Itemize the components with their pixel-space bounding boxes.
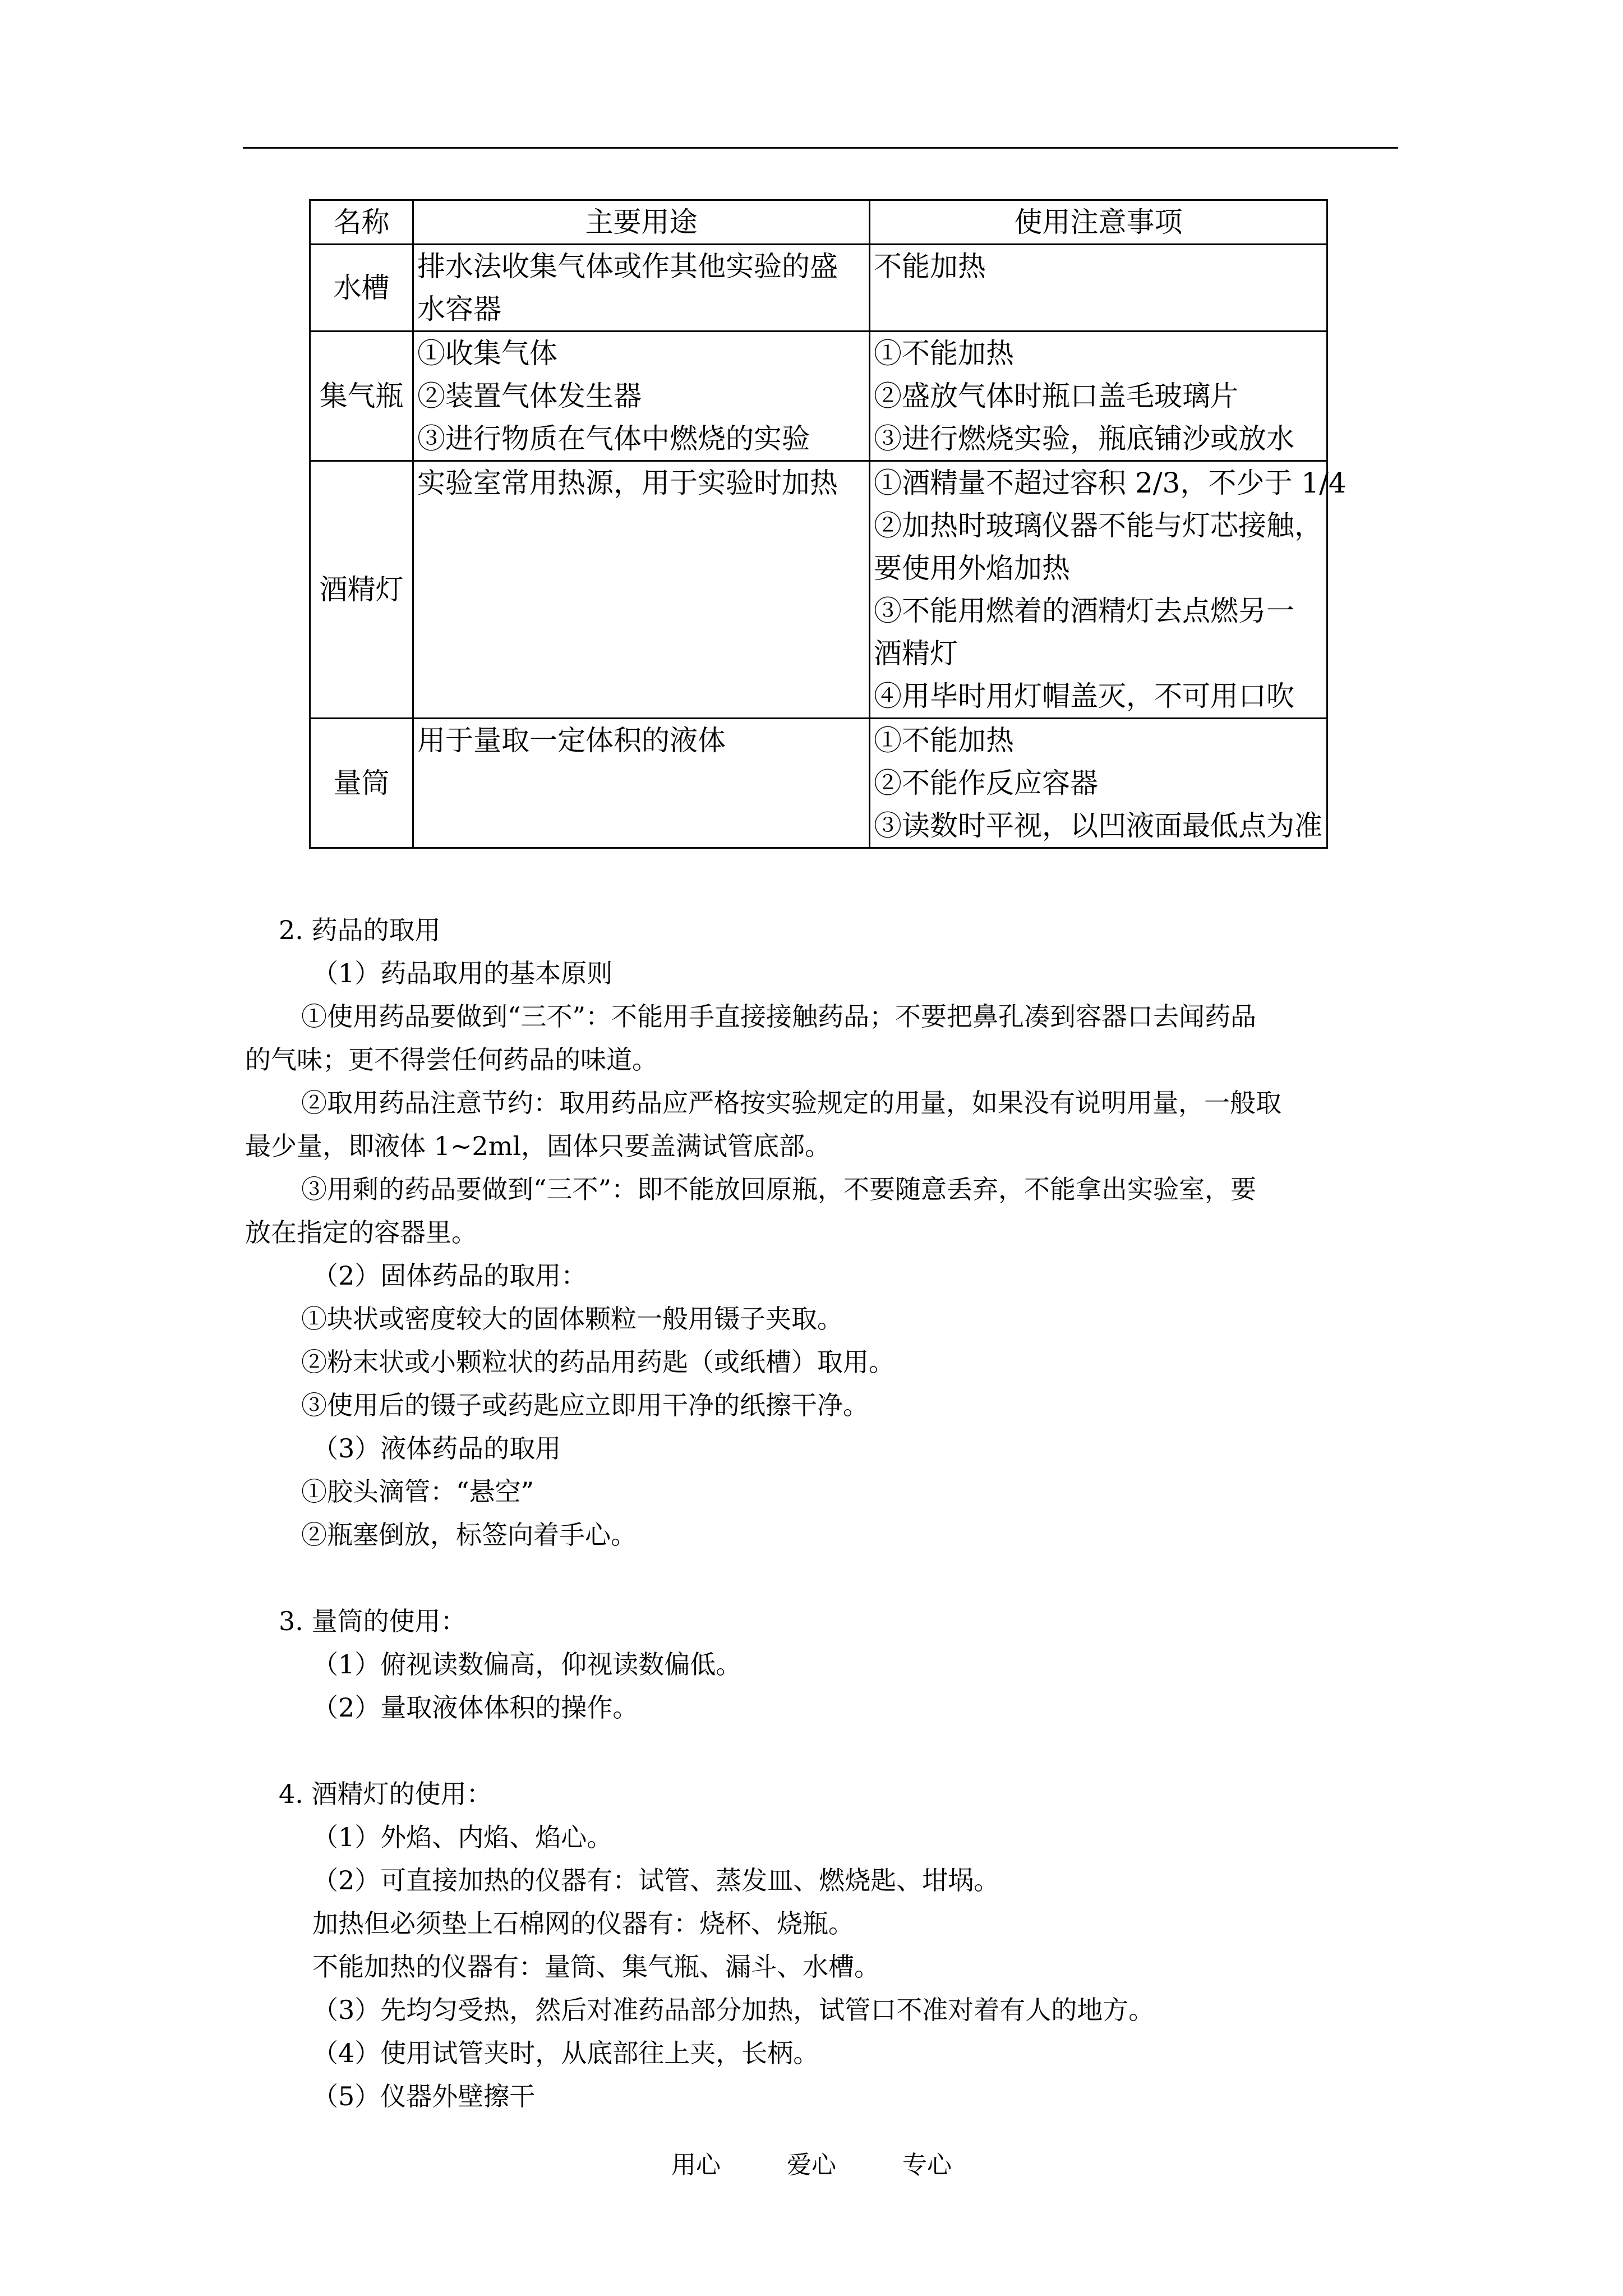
note-line: ②不能作反应容器 [874,767,1098,799]
note-line: ③不能用燃着的酒精灯去点燃另一 [874,595,1294,627]
paragraph: （1）外焰、内焰、焰心。 [312,1822,613,1852]
note-line: ①不能加热 [874,724,1014,757]
paragraph: 的气味；更不得尝任何药品的味道。 [245,1045,658,1075]
instrument-name: 酒精灯 [310,461,413,719]
section-title: 2. 药品的取用 [279,915,441,945]
footer-word: 专心 [902,2151,952,2179]
body-text [245,909,1412,2118]
instrument-use [413,719,870,848]
paragraph: ②取用药品注意节约：取用药品应严格按实验规定的用量，如果没有说明用量，一般取 [301,1088,1281,1118]
paragraph: （3）先均匀受热，然后对准药品部分加热，试管口不准对着有人的地方。 [312,1995,1155,2025]
table-row [310,461,1327,719]
instrument-name: 集气瓶 [310,332,413,461]
note-line: 不能加热 [874,250,986,283]
header-notes: 使用注意事项 [870,200,1327,245]
paragraph: （5）仪器外壁擦干 [312,2081,536,2111]
instrument-use [413,332,870,461]
table-row [310,332,1327,461]
use-line: 实验室常用热源，用于实验时加热 [417,467,838,499]
instrument-notes [870,719,1327,848]
note-line: ②盛放气体时瓶口盖毛玻璃片 [874,380,1238,412]
instrument-notes [870,461,1347,719]
note-line: ③读数时平视，以凹液面最低点为准 [874,809,1322,842]
instrument-table [309,199,1347,849]
instrument-name: 水槽 [310,245,413,332]
instrument-use [413,461,870,719]
paragraph: （1）俯视读数偏高，仰视读数偏低。 [312,1649,742,1680]
paragraph: ①胶头滴管：“悬空” [301,1476,534,1507]
paragraph: （2）可直接加热的仪器有：试管、蒸发皿、燃烧匙、坩埚。 [312,1865,1000,1895]
note-line: ①酒精量不超过容积 2/3，不少于 1/4 [874,467,1347,499]
instrument-use [413,245,870,332]
paragraph: 放在指定的容器里。 [245,1217,477,1248]
footer-word: 用心 [671,2151,721,2179]
table-header-row [310,200,1327,245]
note-line: 酒精灯 [874,637,958,670]
note-line: ③进行燃烧实验，瓶底铺沙或放水 [874,422,1294,455]
note-line: ④用毕时用灯帽盖灭，不可用口吹 [874,680,1294,712]
header-name: 名称 [310,200,413,245]
note-line: 要使用外焰加热 [874,552,1070,585]
section-title: 4. 酒精灯的使用： [279,1779,492,1809]
spacer [245,1729,1412,1773]
note-line: ①不能加热 [874,337,1014,370]
paragraph: ②瓶塞倒放，标签向着手心。 [301,1520,637,1550]
paragraph: ①使用药品要做到“三不”：不能用手直接接触药品；不要把鼻孔凑到容器口去闻药品 [301,1001,1257,1032]
section-title: 3. 量筒的使用： [279,1606,467,1636]
paragraph: 不能加热的仪器有：量筒、集气瓶、漏斗、水槽。 [312,1952,880,1982]
page-footer [0,2148,1623,2182]
paragraph: （2）固体药品的取用： [312,1260,587,1291]
paragraph: （2）量取液体体积的操作。 [312,1692,639,1723]
paragraph: （3）液体药品的取用 [312,1433,561,1464]
use-line: ①收集气体 [417,337,557,370]
table-row [310,719,1327,848]
instrument-name: 量筒 [310,719,413,848]
use-line: 排水法收集气体或作其他实验的盛 [417,250,838,283]
instrument-notes [870,245,1327,332]
use-line: ②装置气体发生器 [417,380,642,412]
use-line: ③进行物质在气体中燃烧的实验 [417,422,810,455]
footer-word: 爱心 [787,2151,836,2179]
paragraph: 最少量，即液体 1~2ml，固体只要盖满试管底部。 [245,1131,831,1161]
instrument-notes [870,332,1327,461]
header-use: 主要用途 [413,200,870,245]
paragraph: ②粉末状或小颗粒状的药品用药匙（或纸槽）取用。 [301,1347,895,1377]
paragraph: ①块状或密度较大的固体颗粒一般用镊子夹取。 [301,1304,843,1334]
use-line: 用于量取一定体积的液体 [417,724,726,757]
paragraph: ③用剩的药品要做到“三不”：即不能放回原瓶，不要随意丢弃，不能拿出实验室，要 [301,1174,1257,1204]
paragraph: （1）药品取用的基本原则 [312,958,613,988]
paragraph: （4）使用试管夹时，从底部往上夹，长柄。 [312,2038,819,2068]
paragraph: ③使用后的镊子或药匙应立即用干净的纸擦干净。 [301,1390,869,1420]
table-row [310,245,1327,332]
spacer [245,1557,1412,1600]
header-rule [243,147,1398,149]
note-line: ②加热时玻璃仪器不能与灯芯接触， [874,509,1322,542]
use-line: 水容器 [417,293,501,325]
paragraph: 加热但必须垫上石棉网的仪器有：烧杯、烧瓶。 [312,1908,854,1939]
